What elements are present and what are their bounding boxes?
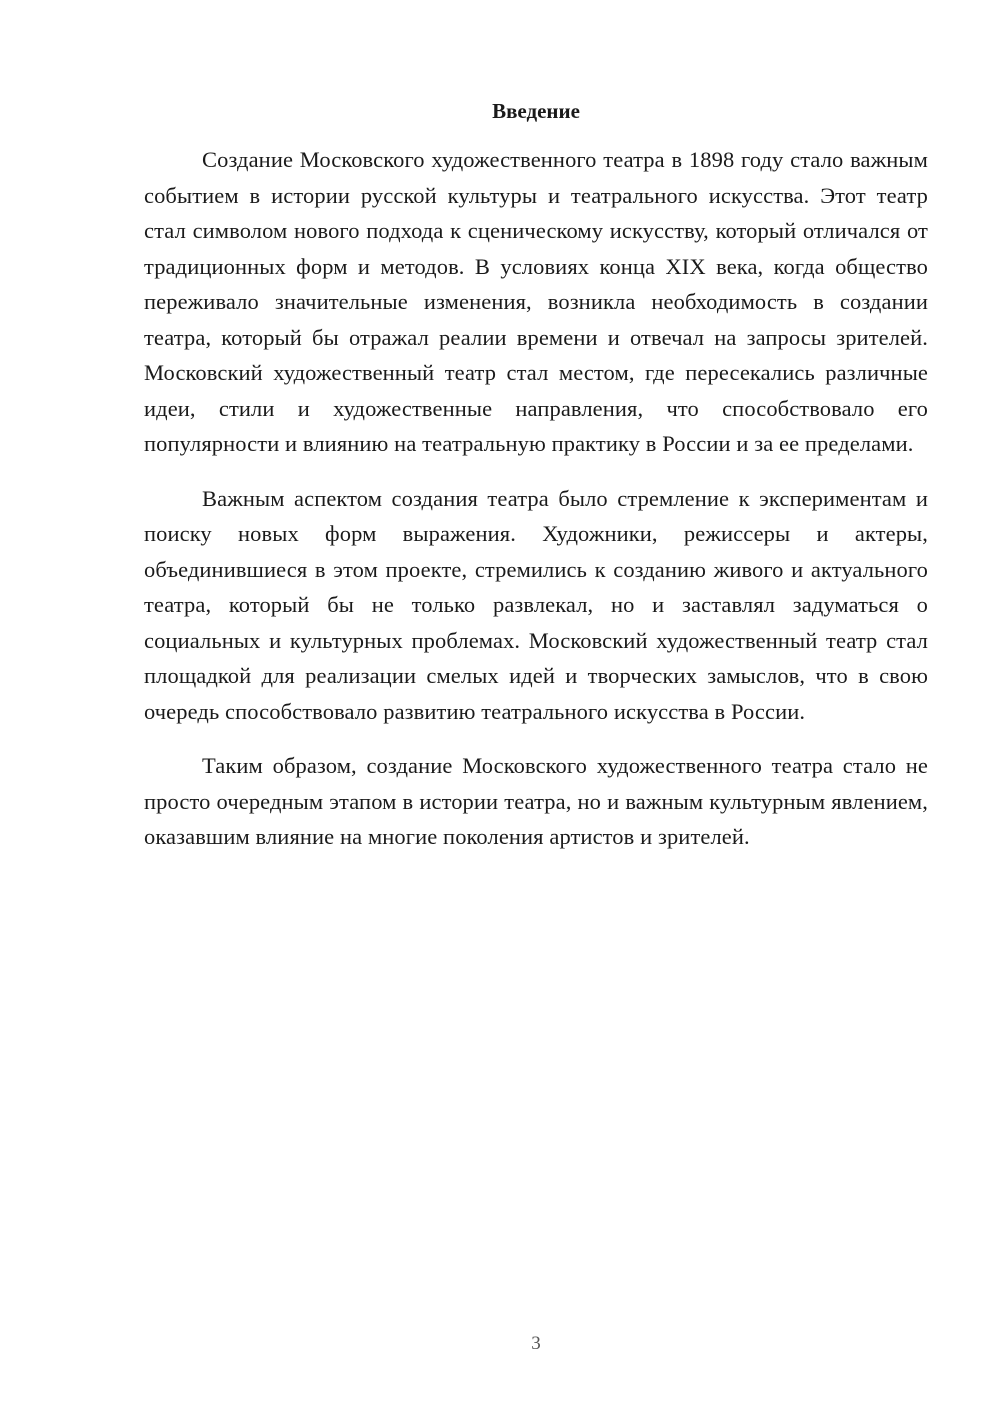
document-body <box>144 96 928 855</box>
paragraph-2: Важным аспектом создания театра было стремление к экспериментам и поиску новых форм выражения. Художники, режиссеры и актеры, объединившиеся в этом проекте, стремились к созданию живого и актуального театра, который бы не только развлекал, но и заставлял задуматься о социальных и культурных проблемах. Московский художественный театр стал площадкой для реализации смелых идей и творческих замыслов, что в свою очередь способствовало развитию театрального искусства в России. <box>144 485 928 724</box>
paragraph-3: Таким образом, создание Московского художественного театра стало не просто очередным этапом в истории театра, но и важным культурным явлением, оказавшим влияние на многие поколения артистов и зрителей. <box>144 753 928 849</box>
paragraph-1: Создание Московского художественного театра в 1898 году стало важным событием в истории русской культуры и театрального искусства. Этот театр стал символом нового подхода к сценическому искусству, который отличался от традиционных форм и методов. В условиях конца XIX века, когда общество переживало значительные изменения, возникла необходимость в создании театра, который бы отражал реалии времени и отвечал на запросы зрителей. Московский художественный театр стал местом, где пересекались различные идеи, стили и художественные направления, что способствовало его популярности и влиянию на театральную практику в России и за ее пределами. <box>144 147 928 456</box>
page-number: 3 <box>531 1333 541 1354</box>
section-title: Введение <box>492 99 580 123</box>
